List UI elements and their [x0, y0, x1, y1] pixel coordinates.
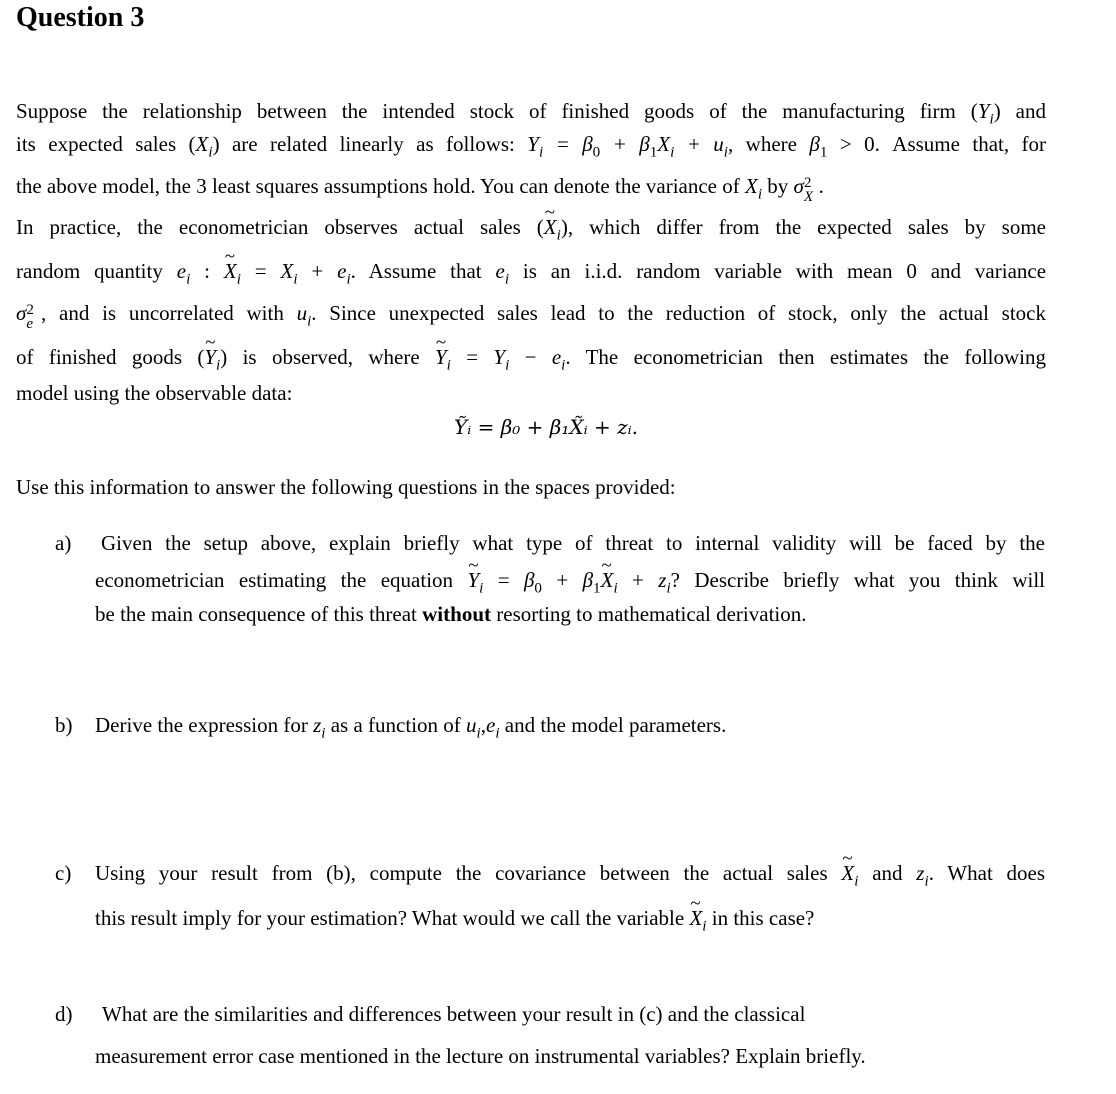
intro-line-8: model using the observable data: — [16, 381, 293, 405]
question-c-line-1: Using your result from (b), compute the covariance between the actual sales ~ $X_i$ and $z_i$. What does — [95, 859, 1045, 895]
question-a-label: a) — [55, 531, 72, 555]
question-d-label: d) — [55, 1002, 73, 1026]
beta-condition: $\beta_1 > 0$ — [809, 132, 875, 161]
observed-sales-equation: ~ $X_i = X_i + e_i$ — [224, 259, 351, 283]
instruction-text: Use this information to answer the following questions in the spaces provided: — [16, 475, 676, 499]
observed-stock-equation: ~ $Y_i = Y_i - e_i$ — [435, 345, 565, 369]
question-a-equation: ~ $Y_i = \beta_0$ + $\beta_1\sim$ $X_i + z_i$ — [467, 568, 670, 592]
intro-line-4: In practice, the econometrician observes actual sales (~ $X_i$), which differ from the expected sales by some — [16, 213, 1046, 249]
question-a-line-2: econometrician estimating the equation ~ $Y_i = \beta_0$ + $\beta_1\sim$ $X_i + z_i$? Describe briefly what you think will — [95, 566, 1045, 602]
intro-line-6: σ 2 e , and is uncorrelated with $u_i$. Since unexpected sales lead to the reduction of stock, only the actual stock — [16, 301, 1046, 332]
intro-line-1: Suppose the relationship between the intended stock of finished goods of the manufacturing firm $(Y_i)$ and — [16, 99, 1046, 128]
question-a-line-3: be the main consequence of this threat without resorting to mathematical derivation. — [95, 602, 807, 626]
question-b-label: b) — [55, 713, 73, 737]
estimated-model-equation: Ỹᵢ = β₀ + β₁X̃ᵢ + zᵢ. — [454, 415, 638, 439]
question-d-line-2: measurement error case mentioned in the lecture on instrumental variables? Explain briefly. — [95, 1044, 866, 1068]
intro-line-5: random quantity $e_i$ : ~ $X_i = X_i + e_i$. Assume that $e_i$ is an i.i.d. random variable with mean 0 and variance — [16, 257, 1046, 293]
question-a-line-1: Given the setup above, explain briefly what type of threat to internal validity will be faced by the — [101, 531, 1045, 555]
intro-line-2: its expected sales $(X_i)$ are related linearly as follows: $Y_i = \beta_0 + \beta_1X_i + u_i$, where $\beta_1 > 0$. Assume that, for — [16, 132, 1047, 161]
question-c-label: c) — [55, 861, 72, 885]
model-equation: $Y_i = \beta_0 + \beta_1X_i + u_i$ — [527, 132, 728, 161]
question-d-line-1: What are the similarities and differences between your result in (c) and the classical — [102, 1002, 806, 1026]
question-b-text: Derive the expression for $z_i$ as a function of $u_i,e_i$ and the model parameters. — [95, 713, 727, 742]
intro-line-7: of finished goods (~ $Y_i$) is observed, where ~ $Y_i = Y_i - e_i$. The econometrician then estimates the following — [16, 343, 1046, 379]
question-c-line-2: this result imply for your estimation? What would we call the variable ~ $X_i$ in this case? — [95, 904, 1045, 940]
question-title: Question 3 — [16, 2, 145, 33]
intro-line-3: the above model, the 3 least squares assumptions hold. You can denote the variance of $X_i$ by σ 2 X . — [16, 174, 824, 205]
